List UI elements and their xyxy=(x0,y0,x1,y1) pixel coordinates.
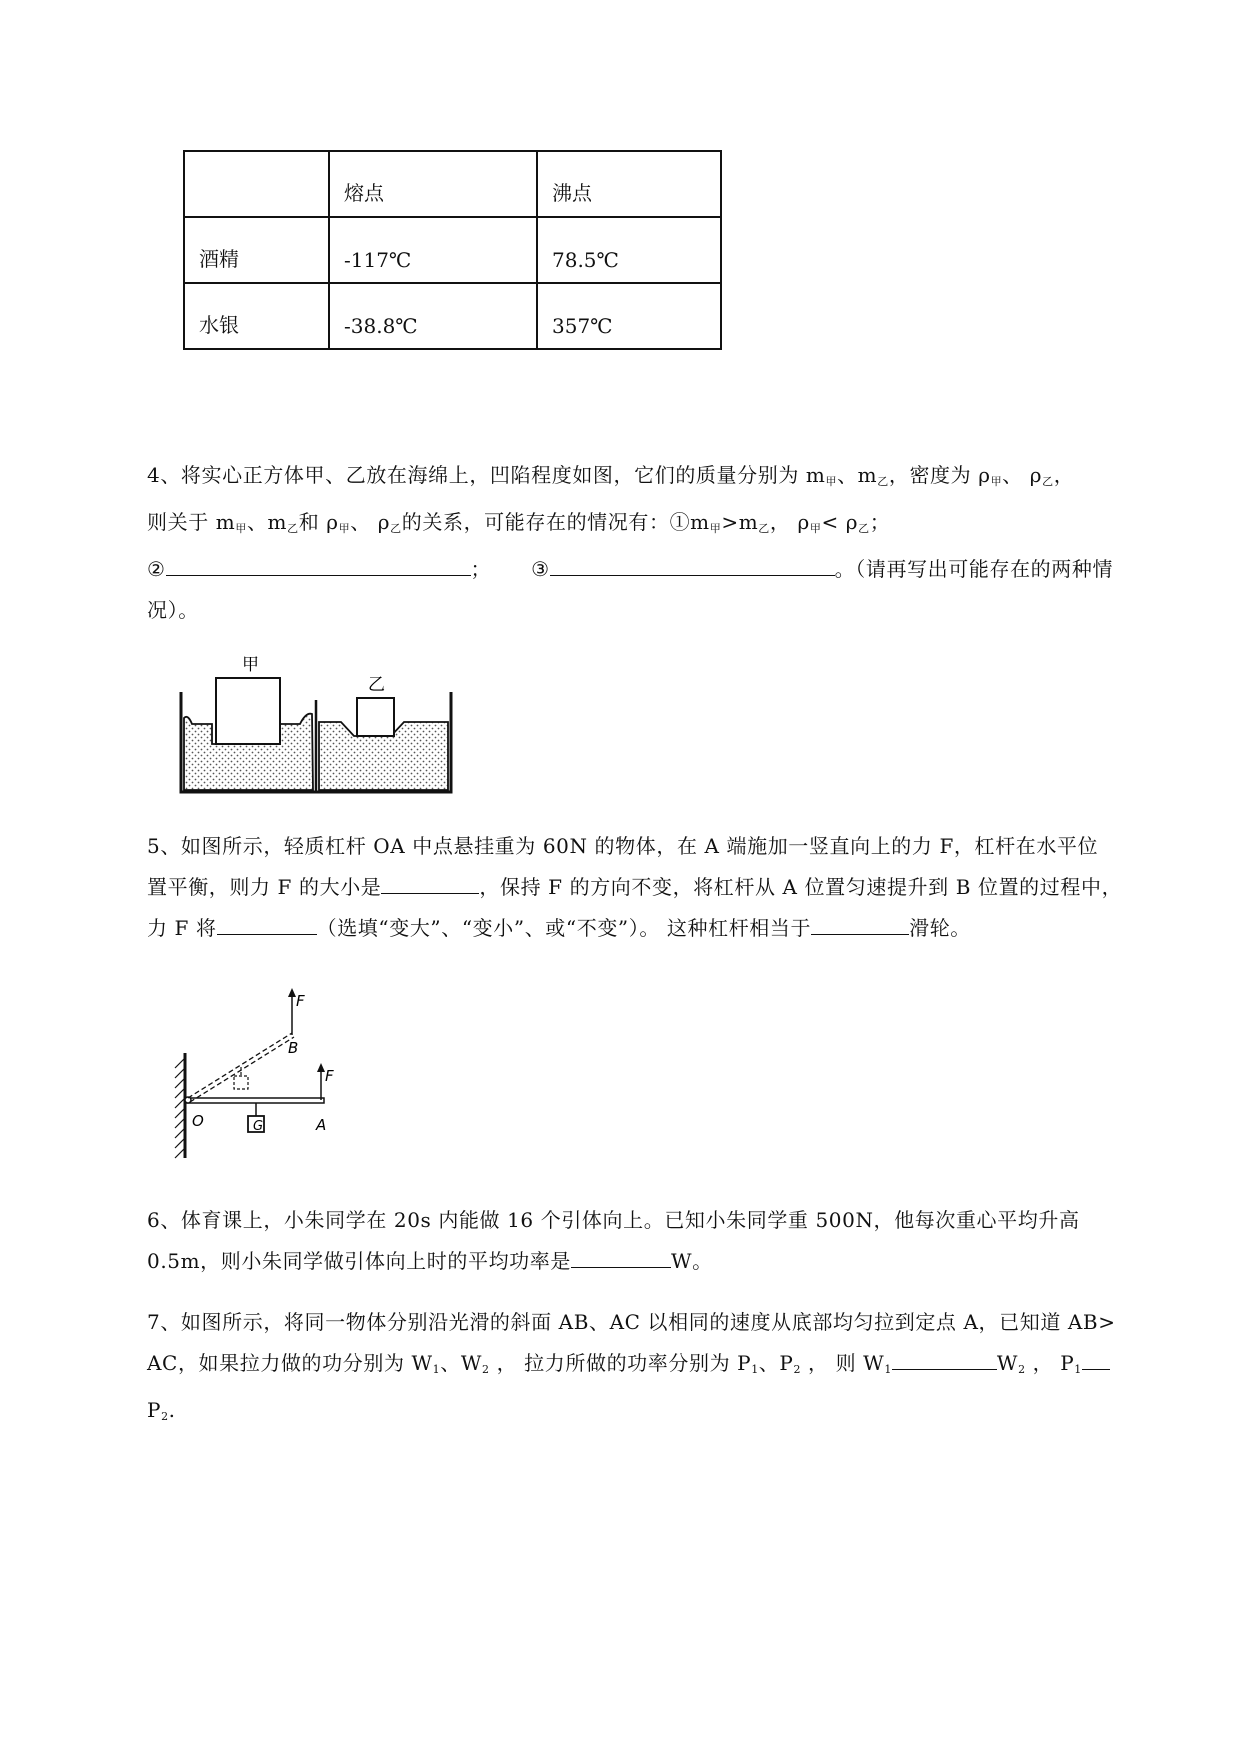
text: 的关系，可能存在的情况有：①m xyxy=(401,510,710,534)
table-row xyxy=(184,283,721,349)
question-line: 6、体育课上，小朱同学在 20s 内能做 16 个引体向上。已知小朱同学重 500N，他每次重心平均升高 xyxy=(147,1208,1080,1232)
lever-figure xyxy=(170,978,350,1163)
subscript: 2 xyxy=(1018,1363,1026,1376)
subscript: 乙 xyxy=(858,522,870,535)
label-A: A xyxy=(316,1116,327,1134)
text: ， P xyxy=(1025,1351,1075,1375)
sponge-blocks-figure xyxy=(176,640,466,800)
text: 。（请再写出可能存在的两种情 xyxy=(834,557,1114,581)
subscript: 乙 xyxy=(287,522,299,535)
question-line xyxy=(147,1343,1147,1390)
lever-OA xyxy=(187,1098,324,1103)
text: . xyxy=(168,1398,176,1422)
text: 置平衡，则力 F 的大小是 xyxy=(147,875,382,899)
text: 、 ρ xyxy=(350,510,391,534)
label-G: G xyxy=(253,1119,264,1134)
melting-boiling-table xyxy=(183,150,722,350)
table-cell: 熔点 xyxy=(329,151,537,217)
subscript: 1 xyxy=(1074,1363,1082,1376)
table-cell xyxy=(184,151,329,217)
text: 0.5m，则小朱同学做引体向上时的平均功率是 xyxy=(147,1249,571,1273)
text: W。 xyxy=(670,1249,713,1273)
subscript: 甲 xyxy=(825,475,838,488)
text: ， ρ xyxy=(769,510,810,534)
lever-OB-dashed xyxy=(188,1033,292,1098)
subscript: 甲 xyxy=(990,475,1003,488)
answer-blank[interactable] xyxy=(892,1347,997,1370)
subscript: 甲 xyxy=(709,522,722,535)
subscript: 乙 xyxy=(758,522,770,535)
subscript: 甲 xyxy=(235,522,247,535)
text: ， 拉力所做的功率分别为 P xyxy=(489,1351,752,1375)
text: ； xyxy=(470,557,492,581)
text: 4、将实心正方体甲、乙放在海绵上，凹陷程度如图，它们的质量分别为 m xyxy=(147,463,826,487)
label-F-top: F xyxy=(296,992,305,1010)
answer-blank[interactable] xyxy=(1082,1347,1110,1370)
text: ； xyxy=(869,510,891,534)
text: < ρ xyxy=(821,510,859,534)
question-7 xyxy=(147,1302,1147,1437)
answer-blank[interactable] xyxy=(217,912,317,935)
text: 、m xyxy=(837,463,878,487)
label-yi: 乙 xyxy=(368,675,385,695)
lever-OB-dashed xyxy=(190,1037,294,1102)
label-F-right: F xyxy=(325,1067,334,1085)
subscript: 1 xyxy=(884,1363,892,1376)
block-yi xyxy=(357,698,394,736)
subscript: 2 xyxy=(793,1363,802,1376)
question-line xyxy=(147,455,1147,502)
text: AC，如果拉力做的功分别为 W xyxy=(147,1351,433,1375)
subscript: 乙 xyxy=(877,475,889,488)
text: 、 ρ xyxy=(1002,463,1043,487)
dashed-weight xyxy=(234,1076,248,1089)
label-B: B xyxy=(288,1039,299,1057)
subscript: 1 xyxy=(432,1363,441,1376)
table-cell: 78.5℃ xyxy=(537,217,721,283)
text: ， 则 W xyxy=(801,1351,885,1375)
answer-blank[interactable] xyxy=(381,871,479,894)
subscript: 甲 xyxy=(809,522,822,535)
table-cell: 水银 xyxy=(184,283,329,349)
subscript: 2 xyxy=(161,1410,169,1423)
text: P xyxy=(147,1398,162,1422)
question-line xyxy=(147,1241,1147,1282)
answer-blank[interactable] xyxy=(166,553,471,576)
text: 和 ρ xyxy=(298,510,339,534)
question-line: 5、如图所示，轻质杠杆 OA 中点悬挂重为 60N 的物体，在 A 端施加一竖直向上的力 F，杠杆在水平位 xyxy=(147,834,1099,858)
answer-blank[interactable] xyxy=(811,912,909,935)
text: 、P xyxy=(758,1351,794,1375)
subscript: 甲 xyxy=(338,522,351,535)
table-cell: 酒精 xyxy=(184,217,329,283)
arrow-head-icon xyxy=(317,1063,325,1072)
table-cell: 357℃ xyxy=(537,283,721,349)
text: ，密度为 ρ xyxy=(888,463,991,487)
table-cell: -117℃ xyxy=(329,217,537,283)
arrow-head-icon xyxy=(288,988,296,997)
subscript: 1 xyxy=(751,1363,759,1376)
text: ③ xyxy=(531,557,550,581)
text: 力 F 将 xyxy=(147,916,217,940)
question-5 xyxy=(147,826,1147,949)
subscript: 乙 xyxy=(1042,475,1054,488)
text: ，保持 F 的方向不变，将杠杆从 A 位置匀速提升到 B 位置的过程中， xyxy=(479,875,1123,899)
question-line: 况）。 xyxy=(147,598,199,622)
label-jia: 甲 xyxy=(242,655,259,675)
text: 则关于 m xyxy=(147,510,236,534)
table-row xyxy=(184,217,721,283)
question-line: 7、如图所示，将同一物体分别沿光滑的斜面 AB、AC 以相同的速度从底部均匀拉到定点 A，已知道 AB> xyxy=(147,1310,1116,1334)
text: ， xyxy=(1053,463,1075,487)
question-line xyxy=(147,502,1147,549)
answer-blank[interactable] xyxy=(571,1245,671,1268)
text: 滑轮。 xyxy=(909,916,971,940)
text: ② xyxy=(147,557,166,581)
table-cell: -38.8℃ xyxy=(329,283,537,349)
text: 、W xyxy=(440,1351,483,1375)
table-header-row xyxy=(184,151,721,217)
question-line xyxy=(147,908,1147,949)
subscript: 乙 xyxy=(390,522,402,535)
answer-blank[interactable] xyxy=(550,553,835,576)
table-cell: 沸点 xyxy=(537,151,721,217)
text: >m xyxy=(721,510,759,534)
block-jia xyxy=(216,678,280,744)
subscript: 2 xyxy=(482,1363,490,1376)
question-4 xyxy=(147,455,1147,631)
question-line xyxy=(147,867,1147,908)
text: （选填“变大”、“变小”、或“不变”）。 这种杠杆相当于 xyxy=(316,916,812,940)
text: W xyxy=(996,1351,1019,1375)
question-line xyxy=(147,549,1147,590)
text: 、m xyxy=(246,510,288,534)
question-6 xyxy=(147,1200,1147,1282)
label-O: O xyxy=(192,1112,204,1130)
question-line xyxy=(147,1390,1147,1437)
